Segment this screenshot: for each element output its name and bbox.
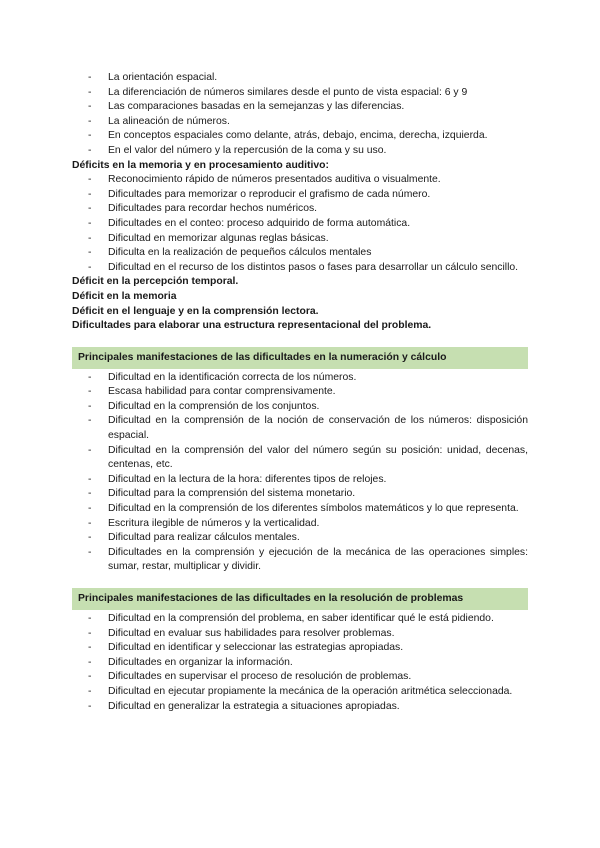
list-item: - Dificultad en ejecutar propiamente la mecánica de la operación aritmética seleccionada. xyxy=(72,685,528,700)
section-heading-resolucion: Principales manifestaciones de las dificultades en la resolución de problemas xyxy=(72,588,528,610)
list-item: - La alineación de números. xyxy=(72,115,528,130)
list-item: - Dificultad en la comprensión de la noción de conservación de los números: disposición espacial. xyxy=(72,414,528,443)
list-item: - Dificultad para la comprensión del sistema monetario. xyxy=(72,487,528,502)
deficit-lenguaje: Déficit en el lenguaje y en la comprensión lectora. xyxy=(72,305,319,317)
list-item: - Dificulta en la realización de pequeños cálculos mentales xyxy=(72,246,528,261)
list-item: - Dificultades para recordar hechos numéricos. xyxy=(72,202,528,217)
list-item: - La diferenciación de números similares desde el punto de vista espacial: 6 y 9 xyxy=(72,86,528,101)
spacer xyxy=(72,334,528,342)
memory-difficulties-list xyxy=(72,173,528,275)
list-item: - Dificultades en el conteo: proceso adquirido de forma automática. xyxy=(72,217,528,232)
list-item: - Dificultad en memorizar algunas reglas básicas. xyxy=(72,232,528,247)
list-item: - La orientación espacial. xyxy=(72,71,528,86)
section-heading-numeracion: Principales manifestaciones de las dificultades en la numeración y cálculo xyxy=(72,347,528,369)
list-item: - Dificultades para memorizar o reproducir el grafismo de cada número. xyxy=(72,188,528,203)
deficit-temporal: Déficit en la percepción temporal. xyxy=(72,276,239,288)
spatial-difficulties-list xyxy=(72,71,528,159)
list-item: - Dificultad en la identificación correcta de los números. xyxy=(72,371,528,386)
list-item: - Escritura ilegible de números y la verticalidad. xyxy=(72,517,528,532)
list-item: - Dificultad en la comprensión de los conjuntos. xyxy=(72,400,528,415)
list-item: - Las comparaciones basadas en la semejanzas y las diferencias. xyxy=(72,100,528,115)
list-item: - Dificultad en el recurso de los distintos pasos o fases para desarrollar un cálculo sencillo. xyxy=(72,261,528,276)
list-item: - Escasa habilidad para contar comprensivamente. xyxy=(72,385,528,400)
memory-heading: Déficits en la memoria y en procesamiento auditivo: xyxy=(72,159,329,171)
deficit-memoria: Déficit en la memoria xyxy=(72,290,177,302)
list-item: - Dificultades en supervisar el proceso de resolución de problemas. xyxy=(72,670,528,685)
list-item: - Dificultad en evaluar sus habilidades para resolver problemas. xyxy=(72,627,528,642)
list-item: - Dificultad en generalizar la estrategia a situaciones apropiadas. xyxy=(72,700,528,715)
list-item: - Dificultad en la comprensión del problema, en saber identificar qué le está pidiendo. xyxy=(72,612,528,627)
list-item: - Dificultad en la comprensión de los diferentes símbolos matemáticos y lo que representa. xyxy=(72,502,528,517)
list-item: - Dificultad en la comprensión del valor del número según su posición: unidad, decenas, centenas, etc. xyxy=(72,444,528,473)
deficit-estructura: Dificultades para elaborar una estructura representacional del problema. xyxy=(72,320,432,332)
list-item: - Dificultad para realizar cálculos mentales. xyxy=(72,531,528,546)
list-item: - Dificultades en la comprensión y ejecución de la mecánica de las operaciones simples: sumar, restar, multiplicar y dividir. xyxy=(72,546,528,575)
list-item: - En el valor del número y la repercusión de la coma y su uso. xyxy=(72,144,528,159)
numeracion-list xyxy=(72,371,528,575)
list-item: - Dificultad en la lectura de la hora: diferentes tipos de relojes. xyxy=(72,473,528,488)
resolucion-list xyxy=(72,612,528,714)
list-item: - Reconocimiento rápido de números presentados auditiva o visualmente. xyxy=(72,173,528,188)
list-item: - En conceptos espaciales como delante, atrás, debajo, encima, derecha, izquierda. xyxy=(72,129,528,144)
spacer xyxy=(72,575,528,583)
list-item: - Dificultades en organizar la información. xyxy=(72,656,528,671)
list-item: - Dificultad en identificar y seleccionar las estrategias apropiadas. xyxy=(72,641,528,656)
